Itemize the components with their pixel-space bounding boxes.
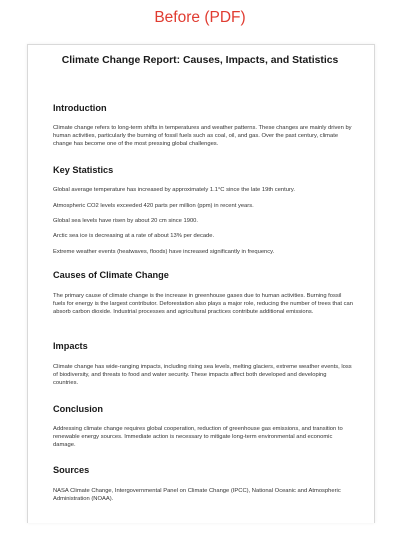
- document-title: Climate Change Report: Causes, Impacts, and Statistics: [61, 55, 339, 66]
- heading-conclusion: Conclusion: [53, 404, 104, 414]
- causes-paragraph: The primary cause of climate change is the increase in greenhouse gases due to human activities. Burning fossil fuels for energy is the largest contributor. Deforestation also plays a major role, reducing the number of trees that can absorb carbon dioxide. Industrial processes and agricultural practices contribute additional emissions.: [53, 293, 353, 315]
- statistic-item: Arctic sea ice is decreasing at a rate of about 13% per decade.: [53, 233, 215, 239]
- heading-key-statistics: Key Statistics: [53, 165, 114, 175]
- heading-sources: Sources: [53, 465, 90, 475]
- heading-causes: Causes of Climate Change: [53, 270, 169, 280]
- conclusion-paragraph: Addressing climate change requires global cooperation, reduction of greenhouse gas emissions, and transition to renewable energy sources. Immediate action is necessary to mitigate long-term environmental and economic damage.: [53, 426, 343, 448]
- heading-impacts: Impacts: [53, 341, 88, 351]
- before-pdf-banner: Before (PDF): [154, 9, 246, 26]
- statistic-item: Global average temperature has increased by approximately 1.1°C since the late 19th century.: [53, 187, 295, 193]
- impacts-paragraph: Climate change has wide-ranging impacts, including rising sea levels, melting glaciers, extreme weather events, loss of biodiversity, and threats to food and water security. These impacts affect both developed and developing countries.: [53, 364, 352, 386]
- introduction-paragraph: Climate change refers to long-term shifts in temperatures and weather patterns. These changes are mainly driven by human activities, particularly the burning of fossil fuels such as coal, oil, and gas. Over the past century, climate change has become one of the most pressing global challenges.: [53, 125, 352, 147]
- statistic-item: Global sea levels have risen by about 20 cm since 1900.: [53, 218, 199, 224]
- sources-paragraph: NASA Climate Change, Intergovernmental Panel on Climate Change (IPCC), National Oceanic and Atmospheric Administration (NOAA).: [53, 488, 341, 502]
- pdf-page: [27, 44, 375, 523]
- statistic-item: Atmospheric CO2 levels exceeded 420 parts per million (ppm) in recent years.: [53, 203, 254, 209]
- heading-introduction: Introduction: [53, 103, 107, 113]
- statistic-item: Extreme weather events (heatwaves, floods) have increased significantly in frequency.: [53, 249, 275, 255]
